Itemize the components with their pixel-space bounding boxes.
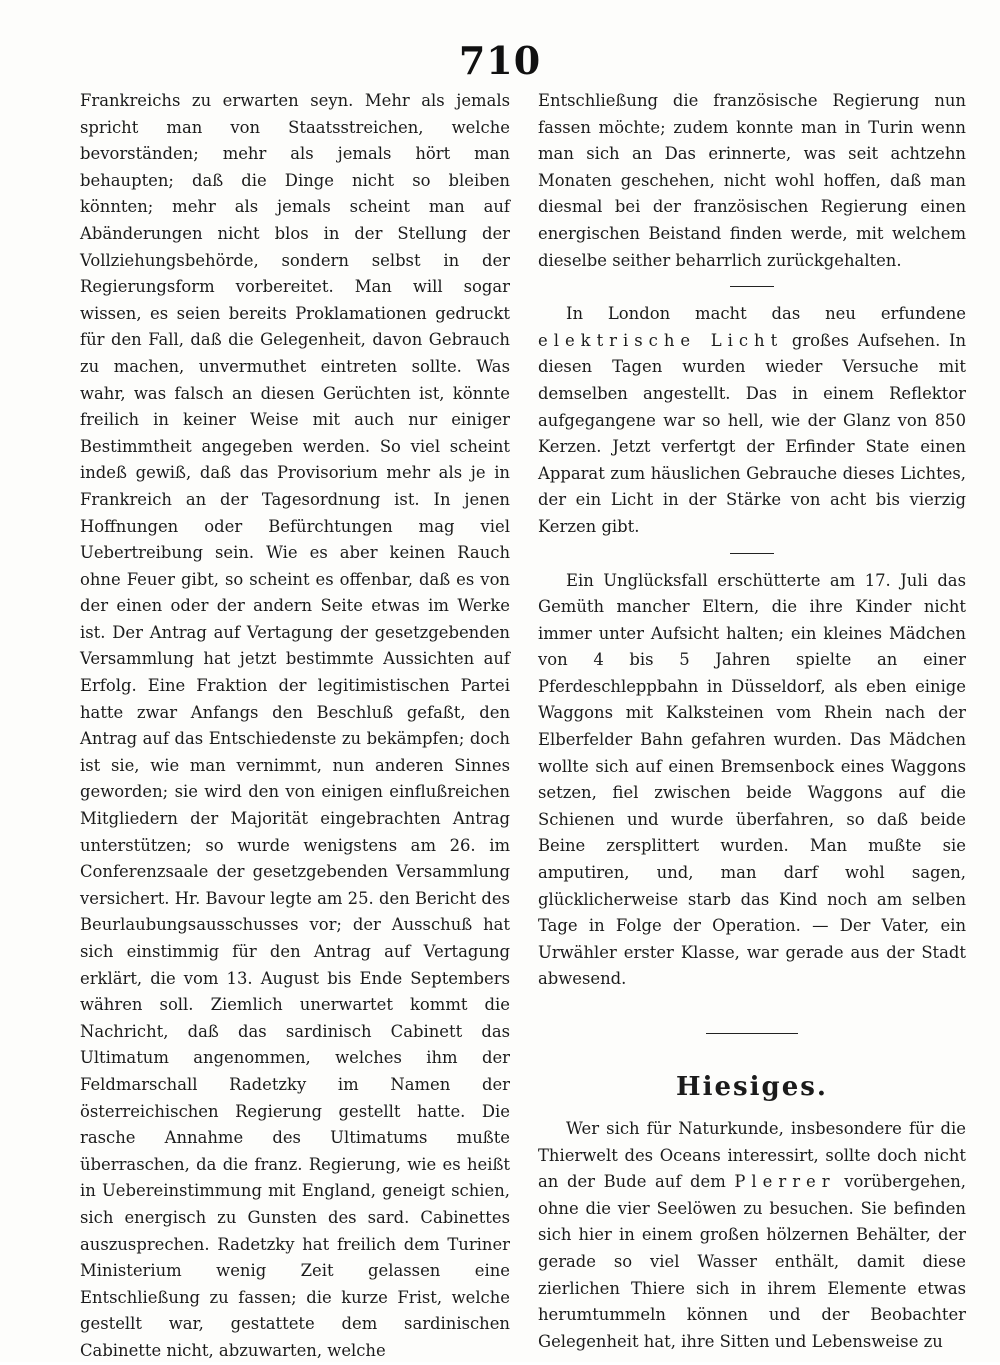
section-divider-long — [706, 1033, 798, 1034]
section-divider — [730, 553, 774, 554]
local-text-rest: vorübergehen, ohne die vier Seelöwen zu besuchen. Sie befinden sich hier in einem großen hölzernen Behälter, der gerade so viel Wasser enthält, damit diese zierlichen Thiere sich in ihrem Elemente etwas herumtummeln können und der Beobachter Gelegenheit hat, ihre Sitten und Lebensweise zu — [538, 1172, 966, 1351]
london-article — [538, 301, 966, 540]
continuation-paragraph: Entschließung die französische Regierung nun fassen möchte; zudem konnte man in Turin wenn man sich an Das erinnerte, was seit achtzehn Monaten geschehen, nicht wohl hoffen, daß man diesmal bei der französischen Regierung einen energischen Beistand finden werde, mit welchem dieselbe seither beharrlich zurückgehalten. — [538, 91, 966, 270]
section-heading: Hiesiges. — [676, 1072, 828, 1102]
article-paragraph: Frankreichs zu erwarten seyn. Mehr als jemals spricht man von Staatsstreichen, welche bevorständen; mehr als jemals hört man behaupten; daß die Dinge nicht so bleiben könnten; mehr als jemals scheint man auf Abänderungen nicht blos in der Stellung der Vollziehungsbehörde, sondern selbst in der Regierungsform vorbereitet. Man will sogar wissen, es seien bereits Proklamationen gedruckt für den Fall, daß die Gelegenheit, davon Gebrauch zu machen, unvermuthet eintreten sollte. Was wahr, was falsch an diesen Gerüchten ist, könnte freilich in keiner Weise mit auch nur einiger Bestimmtheit angegeben werden. So viel scheint indeß gewiß, daß das Provisorium mehr als je in Frankreich an der Tagesordnung ist. In jenen Hoffnungen oder Befürchtungen mag viel Uebertreibung sein. Wie es aber keinen Rauch ohne Feuer gibt, so scheint es offenbar, daß es von der einen oder der andern Seite etwas im Werke ist. Der Antrag auf Vertagung der gesetzgebenden Versammlung hat jetzt bestimmte Aussichten auf Erfolg. Eine Fraktion der legitimistischen Partei hatte zwar Anfangs den Beschluß gefaßt, den Antrag auf das Entschiedenste zu bekämpfen; doch ist sie, wie man vernimmt, nun anderen Sinnes geworden; sie wird den von einigen einflußreichen Mitgliedern der Majorität eingebrachten Antrag unterstützen; so wurde wenigstens am 26. im Conferenzsaale der gesetzgebenden Versammlung versichert. Hr. Bavour legte am 25. den Bericht des Beurlaubungsausschusses vor; der Ausschuß hat sich einstimmig für den Antrag auf Vertagung erklärt, die vom 13. August bis Ende Septembers währen soll. Ziemlich unerwartet kommt die Nachricht, daß das sardinisch Cabinett das Ultimatum angenommen, welches ihm der Feldmarschall Radetzky im Namen der österreichischen Regierung gestellt hatte. Die rasche Annahme des Ultimatums mußte überraschen, da die franz. Regierung, wie es heißt in Uebereinstimmung mit England, geneigt schien, sich energisch zu Gunsten des sard. Cabinettes auszusprechen. Radetzky hat freilich dem Turiner Ministerium wenig Zeit gelassen eine Entschließung zu fassen; die kurze Frist, welche gestellt war, gestattete dem sardinischen Cabinette nicht, abzuwarten, welche — [80, 91, 510, 1360]
local-article — [538, 1116, 966, 1355]
page-number: 710 — [458, 38, 542, 83]
spaced-term-electric-light: elektrische Licht — [538, 330, 784, 350]
accident-article: Ein Unglücksfall erschütterte am 17. Juli das Gemüth mancher Eltern, die ihre Kinder nicht immer unter Aufsicht halten; ein kleines Mädchen von 4 bis 5 Jahren spielte an einer Pferdeschleppbahn in Düsseldorf, als eben einige Waggons mit Kalksteinen vom Rhein nach der Elberfelder Bahn gefahren wurden. Das Mädchen wollte sich auf einen Bremsenbock eines Waggons setzen, fiel zwischen beide Waggons auf die Schienen und wurde überfahren, so daß beide Beine zersplittert wurden. Man mußte sie amputiren, und, man darf wohl sagen, glücklicherweise starb das Kind noch am selben Tage in Folge der Operation. — Der Vater, ein Urwähler erster Klasse, war gerade aus der Stadt abwesend. — [538, 570, 966, 989]
london-text-start: In London macht das neu erfundene — [566, 304, 966, 324]
local-text-start: Wer sich für Naturkunde, insbesondere für die Thierwelt des Oceans interessirt, sollte doch nicht an der Bude auf dem — [538, 1119, 966, 1192]
left-column — [80, 88, 510, 1365]
london-text-rest: großes Aufsehen. In diesen Tagen wurden wieder Versuche mit demselben angestellt. Das in einem Reflektor aufgegangene war so hell, wie der Glanz von 850 Kerzen. Jetzt verfertgt der Erfinder State einen Apparat zum häuslichen Gebrauche dieses Lichtes, der ein Licht in der Stärke von acht bis vierzig Kerzen gibt. — [538, 330, 966, 536]
spaced-term-place: Plerrer — [734, 1172, 836, 1192]
right-column — [538, 88, 966, 1355]
section-divider — [730, 286, 774, 287]
